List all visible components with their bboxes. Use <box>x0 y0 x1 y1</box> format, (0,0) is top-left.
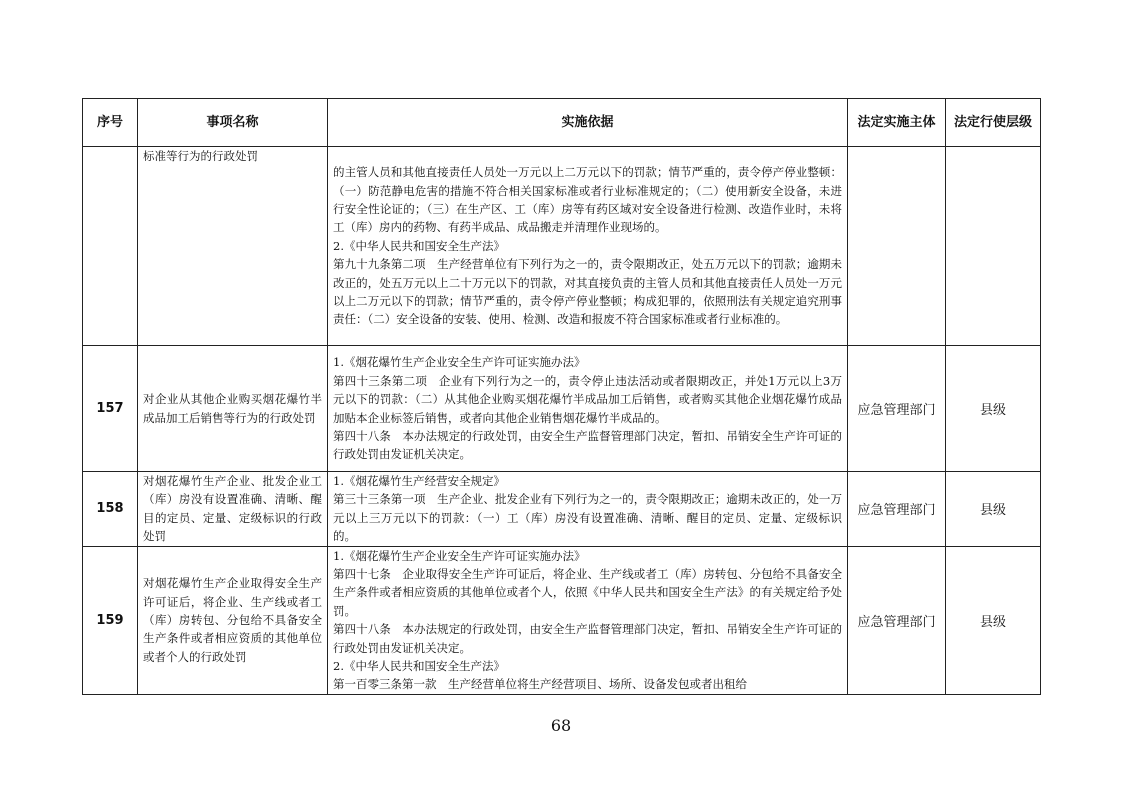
row-seq: 159 <box>83 546 138 694</box>
row-item-name: 对烟花爆竹生产企业取得安全生产许可证后，将企业、生产线或者工（库）房转包、分包给不具备安全生产条件或者相应资质的其他单位或者个人的行政处罚 <box>138 546 328 694</box>
row-basis: 1.《烟花爆竹生产经营安全规定》 第三十三条第一项 生产企业、批发企业有下列行为之一的，责令限期改正；逾期未改正的，处一万元以上三万元以下的罚款：（一）工（库）房没有设置准确、清晰、醒目的定员、定量、定级标识的。 <box>328 472 848 547</box>
row-basis: 1.《烟花爆竹生产企业安全生产许可证实施办法》 第四十七条 企业取得安全生产许可证后，将企业、生产线或者工（库）房转包、分包给不具备安全生产条件或者相应资质的其他单位或者个人，依照《中华人民共和国安全生产法》的有关规定给予处罚。 第四十八条 本办法规定的行政处罚，由安全生产监督管理部门决定，暂扣、吊销安全生产许可证的行政处罚由发证机关决定。 2.《中华人民共和国安全生产法》 第一百零三条第一款 生产经营单位将生产经营项目、场所、设备发包或者出租给 <box>328 546 848 694</box>
row-item-name: 对企业从其他企业购买烟花爆竹半成品加工后销售等行为的行政处罚 <box>138 346 328 472</box>
page-number: 68 <box>550 716 572 735</box>
header-item-name: 事项名称 <box>138 99 328 147</box>
header-subject: 法定实施主体 <box>848 99 946 147</box>
header-seq: 序号 <box>83 99 138 147</box>
row-level: 县级 <box>946 472 1041 547</box>
row-subject <box>848 147 946 346</box>
row-subject: 应急管理部门 <box>848 546 946 694</box>
header-basis: 实施依据 <box>328 99 848 147</box>
table-row <box>83 147 1041 346</box>
row-level <box>946 147 1041 346</box>
row-seq: 158 <box>83 472 138 547</box>
table-row <box>83 346 1041 472</box>
table-row <box>83 472 1041 547</box>
administrative-penalty-table <box>82 98 1041 695</box>
row-item-name: 对烟花爆竹生产企业、批发企业工（库）房没有设置准确、清晰、醒目的定员、定量、定级标识的行政处罚 <box>138 472 328 547</box>
row-basis: 的主管人员和其他直接责任人员处一万元以上二万元以下的罚款；情节严重的，责令停产停业整顿：（一）防范静电危害的措施不符合相关国家标准或者行业标准规定的；（二）使用新安全设备，未进行安全性论证的；（三）在生产区、工（库）房等有药区域对安全设备进行检测、改造作业时，未将工（库）房内的药物、有药半成品、成品搬走并清理作业现场的。 2.《中华人民共和国安全生产法》 第九十九条第二项 生产经营单位有下列行为之一的，责令限期改正，处五万元以下的罚款；逾期未改正的，处五万元以上二十万元以下的罚款，对其直接负责的主管人员和其他直接责任人员处一万元以上二万元以下的罚款；情节严重的，责令停产停业整顿；构成犯罪的，依照刑法有关规定追究刑事责任：（二）安全设备的安装、使用、检测、改造和报废不符合国家标准或者行业标准的。 <box>328 147 848 346</box>
row-level: 县级 <box>946 346 1041 472</box>
table-row <box>83 546 1041 694</box>
row-seq <box>83 147 138 346</box>
table-header-row <box>83 99 1041 147</box>
row-basis: 1.《烟花爆竹生产企业安全生产许可证实施办法》 第四十三条第二项 企业有下列行为之一的，责令停止违法活动或者限期改正，并处1万元以上3万元以下的罚款：（二）从其他企业购买烟花爆竹半成品加工后销售，或者购买其他企业烟花爆竹成品加贴本企业标签后销售，或者向其他企业销售烟花爆竹半成品的。 第四十八条 本办法规定的行政处罚，由安全生产监督管理部门决定，暂扣、吊销安全生产许可证的行政处罚由发证机关决定。 <box>328 346 848 472</box>
row-seq: 157 <box>83 346 138 472</box>
header-level: 法定行使层级 <box>946 99 1041 147</box>
row-subject: 应急管理部门 <box>848 346 946 472</box>
row-subject: 应急管理部门 <box>848 472 946 547</box>
row-item-name: 标准等行为的行政处罚 <box>138 147 328 346</box>
row-level: 县级 <box>946 546 1041 694</box>
